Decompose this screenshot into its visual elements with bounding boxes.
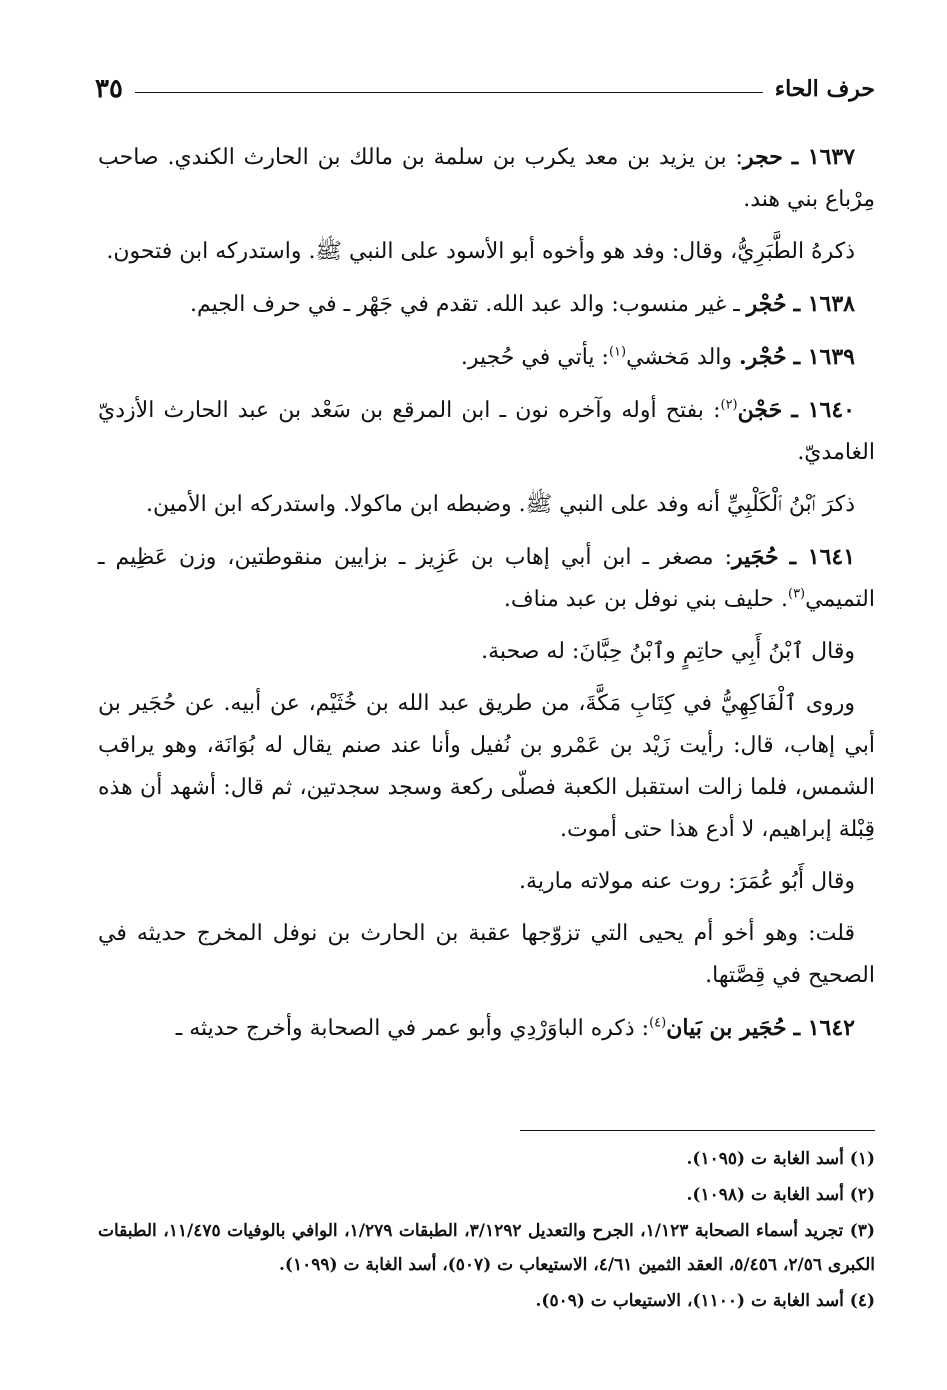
entry-name: حُجَير: [732, 544, 779, 570]
entry-1640-note: ذكرَ ٱبْنُ ٱلْكَلْبِيِّ أنه وفد على النبي ﷺ. وضبطه ابن ماكولا. واستدركه ابن الأمين.: [145, 492, 855, 517]
footnote-ref: (٤): [649, 1015, 667, 1031]
entry-1642: [98, 1007, 875, 1050]
entry-number: ١٦٣٩ ـ: [793, 344, 855, 370]
page-number: ٣٥: [95, 74, 123, 104]
footnote-2: (٢) أسد الغابة ت (١٠٩٨).: [686, 1185, 875, 1205]
footnotes: [98, 1142, 875, 1320]
header-rule: [135, 92, 763, 93]
entry-name: حُجَير بن بَيان: [666, 1015, 787, 1041]
entry-1639: [98, 336, 875, 379]
footnote-ref: (١): [608, 344, 627, 360]
main-text: [98, 136, 875, 1060]
entry-name: حُجْر.: [739, 344, 787, 370]
entry-1637-note: ذكرهُ الطَّبَرِيُّ، وقال: وفد هو وأخوه أبو الأسود على النبي ﷺ. واستدركه ابن فتحون.: [106, 239, 855, 264]
entry-1641-note-1: وقال ٱبْنُ أَبِي حاتِمٍ وٱبْنُ حِبَّانَ: له صحبة.: [481, 639, 855, 664]
footnote-rule: [520, 1130, 875, 1131]
entry-text: والد مَخشي: [626, 345, 733, 370]
entry-text: ـ غير منسوب: والد عبد الله. تقدم في جَهْر ـ في حرف الجيم.: [190, 292, 740, 317]
entry-1640: [98, 389, 875, 474]
entry-text: : يأتي في حُجير.: [460, 345, 609, 370]
entry-text: : ذكره الباوَرْدِي وأبو عمر في الصحابة وأخرج حديثه ـ: [175, 1016, 650, 1041]
entry-number: ١٦٤١ ـ: [789, 544, 856, 570]
entry-text: : مصغر ـ ابن أبي إهاب بن عَزِيز ـ بزايين منقوطتين، وزن عَظِيم ـ التميمي: [98, 545, 875, 612]
entry-1637: [98, 136, 875, 221]
footnote-3: (٣) تجريد أسماء الصحابة ١/١٢٣، الجرح والتعديل ٣/١٢٩٢، الطبقات ١/٢٧٩، الوافي بالوفيات ١١/٤٧٥، الطبقات الكبرى ٢/٥٦، ٥/٤٥٦، العقد الثمين ٤/٦١، الاستيعاب ت (٥٠٧)، أسد الغابة ت (١٠٩٩).: [98, 1221, 875, 1275]
footnote-ref: (٢): [720, 397, 738, 413]
entry-text: . حليف بني نوفل بن عبد مناف.: [503, 587, 788, 612]
entry-number: ١٦٤٠ ـ: [791, 397, 855, 423]
entry-name: حُجْر: [746, 291, 787, 317]
entry-number: ١٦٤٢ ـ: [793, 1015, 855, 1041]
entry-1641-note-4: قلت: وهو أخو أم يحيى التي تزوّجها عقبة بن الحارث بن نوفل المخرج حديثه في الصحيح في قِصَّتها.: [98, 921, 875, 988]
entry-1641-note-3: وقال أَبُو عُمَرَ: روت عنه مولاته مارية.: [519, 869, 855, 894]
entry-number: ١٦٣٧ ـ: [791, 144, 856, 170]
footnote-1: (١) أسد الغابة ت (١٠٩٥).: [686, 1149, 875, 1169]
entry-number: ١٦٣٨ ـ: [793, 291, 855, 317]
entry-1641: [98, 536, 875, 621]
entry-name: حجر: [742, 144, 783, 170]
entry-1641-note-2: وروى ٱلْفَاكِهِيُّ في كِتَابِ مَكَّةَ، من طريق عبد الله بن خُثَيْم، عن أبيه. عن حُجَير بن أبي إهاب، قال: رأيت زَيْد بن عَمْرو بن نُفيل وأنا عند صنم يقال له بُوَانَة، وهو يراقب الشمس، فلما زالت استقبل الكعبة فصلّى ركعة وسجد سجدتين، ثم قال: أشهد أن هذه قِبْلة إبراهيم، لا أدع هذا حتى أموت.: [98, 691, 875, 842]
footnote-4: (٤) أسد الغابة ت (١١٠٠)، الاستيعاب ت (٥٠٩).: [535, 1291, 875, 1311]
running-title: حرف الحاء: [774, 76, 875, 102]
entry-text: : بن يزيد بن معد يكرب بن سلمة بن مالك بن الحارث الكندي. صاحب مِرْباع بني هند.: [98, 145, 875, 212]
entry-1638: [98, 283, 875, 326]
entry-text: : بفتح أوله وآخره نون ـ ابن المرقع بن سَعْد بن عبد الحارث الأزديّ الغامديّ.: [98, 398, 875, 465]
footnote-ref: (٣): [787, 586, 806, 602]
page-header: [95, 72, 875, 106]
entry-name: حَجْن: [737, 397, 783, 423]
